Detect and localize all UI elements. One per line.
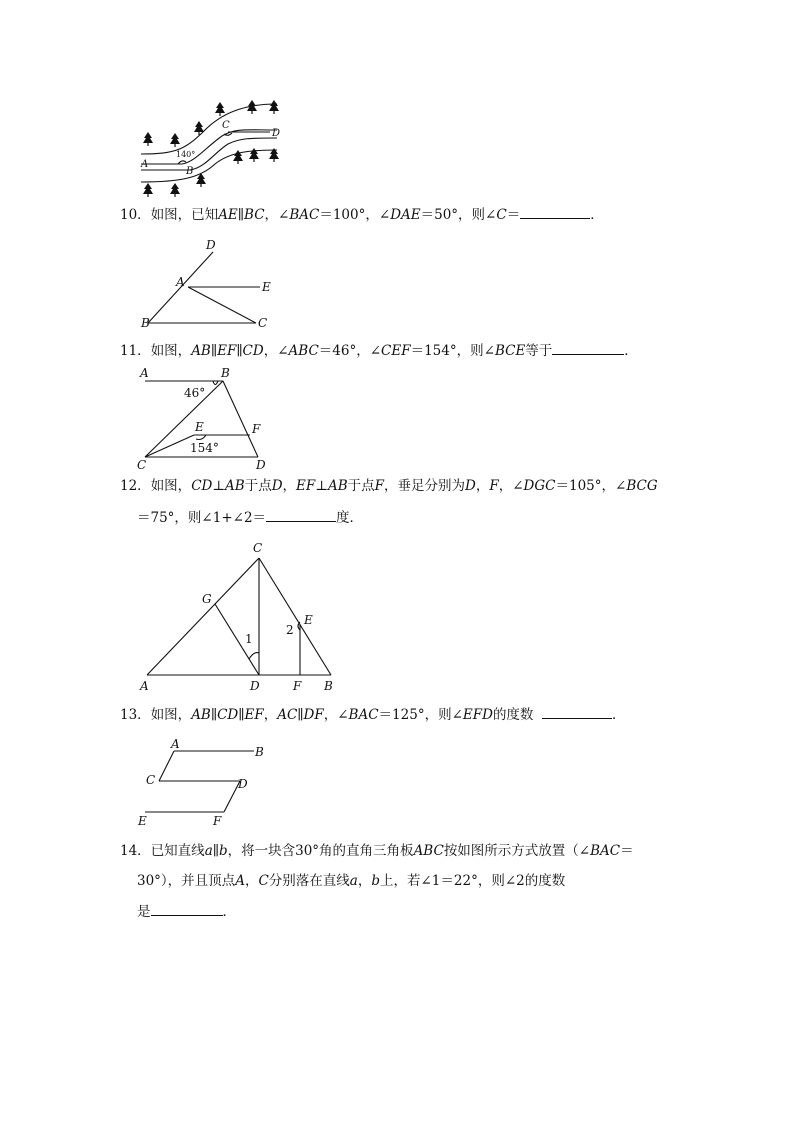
label-e: E <box>262 280 271 294</box>
label-d: D <box>238 777 248 791</box>
label-angle-140: 140° <box>176 150 196 159</box>
label-f: F <box>252 422 261 436</box>
label-d: D <box>256 458 266 472</box>
label-a: A <box>141 159 149 170</box>
label-b: B <box>221 366 230 380</box>
question-14-line2: 30°），并且顶点A，C分别落在直线a，b上，若∠1＝22°，则∠2的度数 <box>137 873 566 889</box>
label-f: F <box>293 679 302 693</box>
label-c: C <box>137 458 147 472</box>
question-12: 12．如图，CD⊥AB于点D，EF⊥AB于点F，垂足分别为D，F，∠DGC＝105°，∠BCG <box>120 478 658 494</box>
label-b: B <box>186 166 194 177</box>
label-g: G <box>202 592 212 606</box>
answer-blank[interactable] <box>151 901 223 916</box>
label-f: F <box>213 814 222 828</box>
label-e: E <box>195 420 204 434</box>
label-2: 2 <box>286 623 294 637</box>
label-c: C <box>258 316 268 330</box>
label-b: B <box>141 316 150 330</box>
label-c: C <box>253 541 263 555</box>
label-a: A <box>140 679 149 693</box>
label-d: D <box>250 679 260 693</box>
question-14: 14．已知直线a∥b，将一块含30°角的直角三角板ABC按如图所示方式放置（∠BAC＝ <box>120 843 634 859</box>
label-d: D <box>206 238 216 252</box>
label-c: C <box>222 120 230 131</box>
label-d: D <box>272 128 281 139</box>
label-e: E <box>304 613 313 627</box>
label-c: C <box>146 773 156 787</box>
label-1: 1 <box>245 632 253 646</box>
line-ac <box>159 751 174 781</box>
question-12-line2: ＝75°，则∠1+∠2＝ 度． <box>137 503 692 533</box>
question-11: 11．如图，AB∥EF∥CD，∠ABC＝46°，∠CEF＝154°，则∠BCE等于 ． <box>120 336 675 366</box>
label-b: B <box>324 679 333 693</box>
question-14-line3: 是 ． <box>137 897 692 927</box>
label-e: E <box>138 814 147 828</box>
question-13: 13．如图，AB∥CD∥EF，AC∥DF，∠BAC＝125°，则∠EFD的度数 ． <box>120 700 675 730</box>
label-angle-46: 46° <box>184 386 206 400</box>
label-a: A <box>140 366 149 380</box>
label-b: B <box>255 745 264 759</box>
label-a: A <box>171 737 180 751</box>
label-angle-154: 154° <box>190 441 219 455</box>
label-a: A <box>176 275 185 289</box>
question-10: 10．如图，已知AE∥BC，∠BAC＝100°，∠DAE＝50°，则∠C＝ ． <box>120 200 675 230</box>
